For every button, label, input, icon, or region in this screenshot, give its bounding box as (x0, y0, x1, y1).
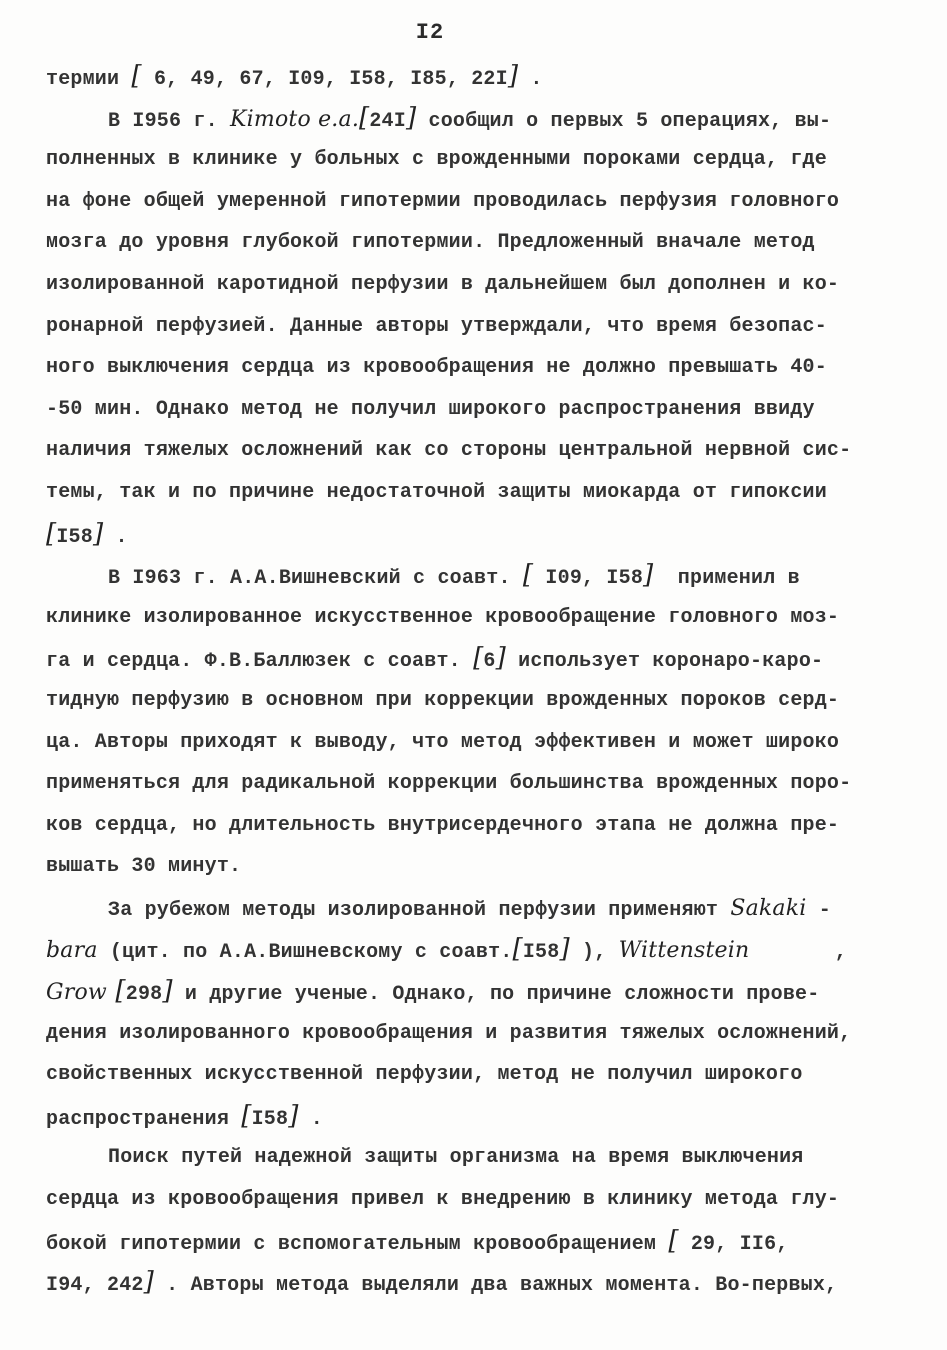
citation: I58 (56, 525, 93, 549)
citation-bracket-open: [ (46, 518, 57, 549)
text-line (46, 1262, 896, 1304)
citation-bracket-open: [ (522, 560, 534, 591)
text-line: Поиск путей надежной защиты организма на время выключения (108, 1146, 804, 1170)
text-span: сообщил о первых 5 операциях, вы- (416, 109, 832, 133)
text-line (46, 98, 896, 140)
text-span: термии (46, 68, 132, 91)
text-line: ронарной перфузией. Данные авторы утверждали, что время безопас- (46, 314, 827, 338)
handwritten-author: bara (46, 938, 98, 964)
text-line: на фоне общей умеренной гипотермии проводилась перфузия головного (46, 189, 840, 213)
citation-bracket-close: ] (288, 1100, 299, 1131)
text-span: ), (569, 941, 619, 965)
text-span: бокой гипотермии с вспомогательным кровообращением (46, 1232, 669, 1256)
citation-bracket-open: [ (131, 61, 142, 91)
citation-bracket-close: ] (405, 102, 417, 133)
text-span: , (749, 941, 847, 965)
text-line: ца. Авторы приходят к выводу, что метод эффективен и может широко (46, 730, 840, 754)
text-span: В I956 г. (108, 109, 231, 133)
citation-bracket-close: ] (643, 560, 654, 591)
text-span: . (518, 68, 543, 91)
text-line (46, 1096, 896, 1138)
citation: I94, 242 (46, 1274, 144, 1298)
citation-bracket-close: ] (162, 976, 173, 1007)
citation-bracket-open: [ (512, 934, 523, 965)
handwritten-author: Grow (46, 980, 107, 1006)
citation-bracket-open: [ (359, 102, 370, 133)
text-span: использует коронаро-каро- (505, 650, 824, 674)
text-line: применяться для радикальной коррекции большинства врожденных поро- (46, 772, 852, 796)
body-text (46, 56, 896, 1304)
citation-bracket-close: ] (143, 1267, 154, 1298)
text-line (46, 1221, 896, 1263)
text-span: га и сердца. Ф.В.Баллюзек с соавт. (46, 650, 474, 674)
citation-bracket-close: ] (507, 61, 519, 91)
citation-bracket-open: [ (473, 643, 484, 674)
text-line: свойственных искусственной перфузии, метод не получил широкого (46, 1063, 803, 1087)
text-span: В I963 г. А.А.Вишневский с соавт. (108, 567, 523, 591)
text-line: дения изолированного кровообращения и развития тяжелых осложнений, (46, 1021, 852, 1045)
text-span: За рубежом методы изолированной перфузии применяют (108, 898, 731, 922)
text-line (46, 56, 896, 98)
text-line: клинике изолированное искусственное кровообращение головного моз- (46, 605, 840, 629)
citation-bracket-close: ] (495, 643, 506, 674)
text-span: применил в (653, 567, 800, 591)
text-span: . Авторы метода выделяли два важных момента. Во-первых, (153, 1274, 838, 1298)
handwritten-author: Kimoto e.a. (230, 106, 360, 132)
citation-bracket-close: ] (92, 518, 104, 549)
citation: 29, II6, (678, 1232, 789, 1256)
text-line: наличия тяжелых осложнений как со стороны центральной нервной сис- (46, 439, 852, 463)
text-line (46, 638, 896, 680)
text-span: (цит. по А.А.Вишневскому с соавт. (97, 941, 513, 965)
citation: 6 (483, 650, 496, 674)
citation: 6, 49, 67, I09, I58, I85, 22I (141, 68, 508, 91)
text-span: и другие ученые. Однако, по причине сложности прове- (172, 983, 820, 1007)
text-line (46, 555, 896, 597)
text-line: вышать 30 минут. (46, 855, 242, 879)
text-line (46, 888, 896, 930)
text-line: мозга до уровня глубокой гипотермии. Предложенный вначале метод (46, 231, 815, 255)
text-line (46, 514, 896, 556)
text-line: изолированной каротидной перфузии в дальнейшем был дополнен и ко- (46, 272, 840, 296)
citation: I09, I58 (533, 567, 644, 591)
citation-bracket-open: [ (668, 1225, 679, 1256)
citation: I58 (251, 1107, 289, 1131)
citation-bracket-close: ] (559, 934, 570, 965)
text-line: тидную перфузию в основном при коррекции врожденных пороков серд- (46, 688, 840, 712)
text-span: распространения (46, 1107, 242, 1131)
page-number: I2 (415, 20, 445, 45)
text-line: -50 мин. Однако метод не получил широкого распространения ввиду (46, 397, 815, 421)
text-line (46, 971, 896, 1013)
citation: 298 (125, 983, 163, 1007)
text-span: . (298, 1107, 323, 1131)
citation: I58 (522, 941, 560, 965)
citation-bracket-open: [ (106, 976, 126, 1007)
text-line: ков сердца, но длительность внутрисердечного этапа не должна пре- (46, 813, 840, 837)
citation: 24I (369, 109, 406, 133)
text-line: темы, так и по причине недостаточной защиты миокарда от гипоксии (46, 480, 827, 504)
text-line: полненных в клинике у больных с врожденными пороками сердца, где (46, 148, 827, 172)
text-span: . (103, 525, 128, 549)
handwritten-author: Sakaki (730, 895, 807, 921)
text-line (46, 929, 896, 971)
handwritten-author: Wittenstein (618, 938, 750, 964)
text-span: - (806, 898, 831, 922)
text-line: ного выключения сердца из кровообращения не должно превышать 40- (46, 356, 827, 380)
text-line: сердца из кровообращения привел к внедрению в клинику метода глу- (46, 1188, 840, 1212)
citation-bracket-open: [ (241, 1100, 252, 1131)
